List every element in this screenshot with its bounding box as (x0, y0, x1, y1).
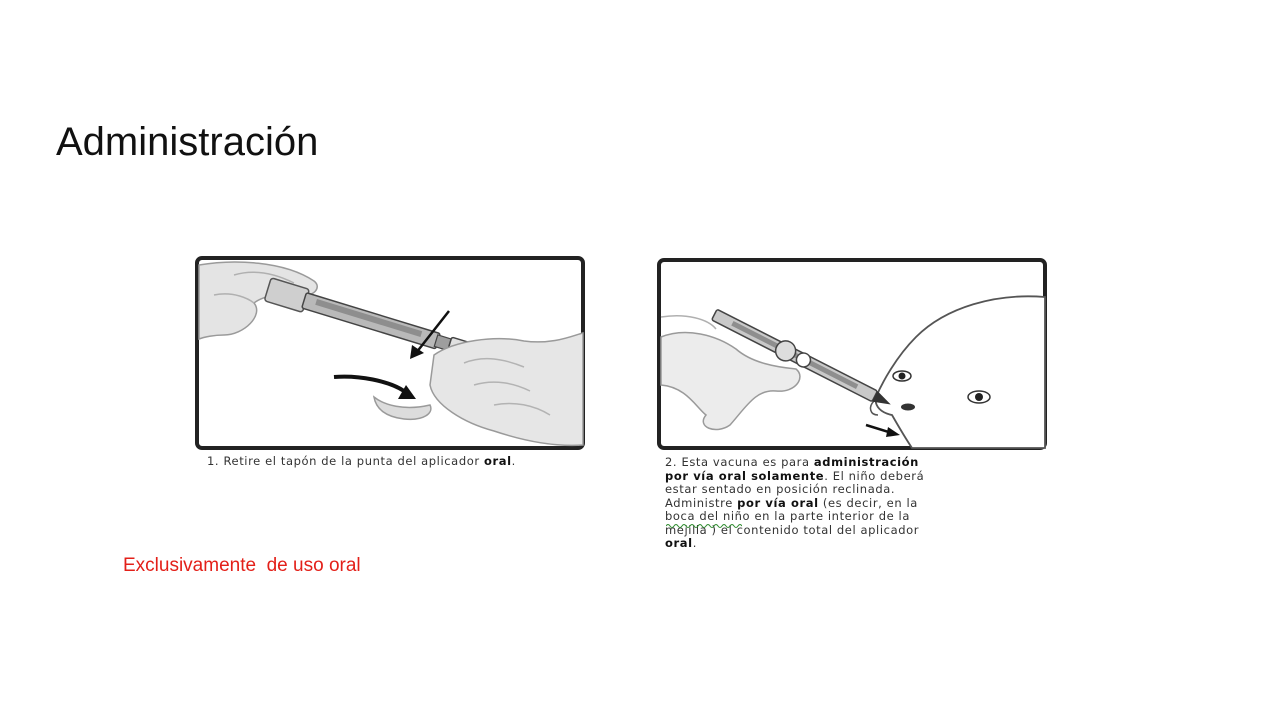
step-2-line2-bold: por vía oral solamente (665, 468, 825, 483)
step-2-illustration (656, 257, 1048, 451)
step-1-end: . (511, 454, 516, 468)
step-1-caption (207, 455, 547, 469)
step-1-bold: oral (483, 454, 512, 468)
step-2-line3: estar sentado en posición reclinada. (665, 482, 896, 496)
step-2-line1-bold: administración (813, 455, 919, 469)
step-2-line7-end: . (692, 536, 697, 550)
slide-title: Administración (56, 120, 319, 164)
step-2-line7-bold: oral (665, 536, 693, 550)
step-2-line2: . El niño deberá (824, 468, 925, 483)
step-2-line4-bold: por vía oral (737, 495, 819, 510)
spellcheck-underline-icon (666, 523, 742, 529)
oral-use-note: Exclusivamente de uso oral (123, 555, 361, 576)
step-2-line6: mejilla ) el contenido total del aplicador (665, 522, 920, 537)
remove-cap-illustration-icon (194, 255, 586, 451)
step-2-line5: boca del niño en la parte interior de la (665, 509, 910, 523)
oral-administration-illustration-icon (656, 257, 1048, 451)
step-2-line4-end: (es decir, en la (822, 495, 918, 510)
step-2-line4: Administre (665, 495, 733, 510)
step-2-line1: Esta vacuna es para (681, 455, 810, 469)
step-2-number: 2. (665, 455, 678, 469)
step-1-illustration (194, 255, 586, 451)
step-1-number: 1. (207, 454, 220, 468)
step-2-caption (665, 456, 1057, 551)
step-1-text: Retire el tapón de la punta del aplicador (223, 454, 480, 468)
